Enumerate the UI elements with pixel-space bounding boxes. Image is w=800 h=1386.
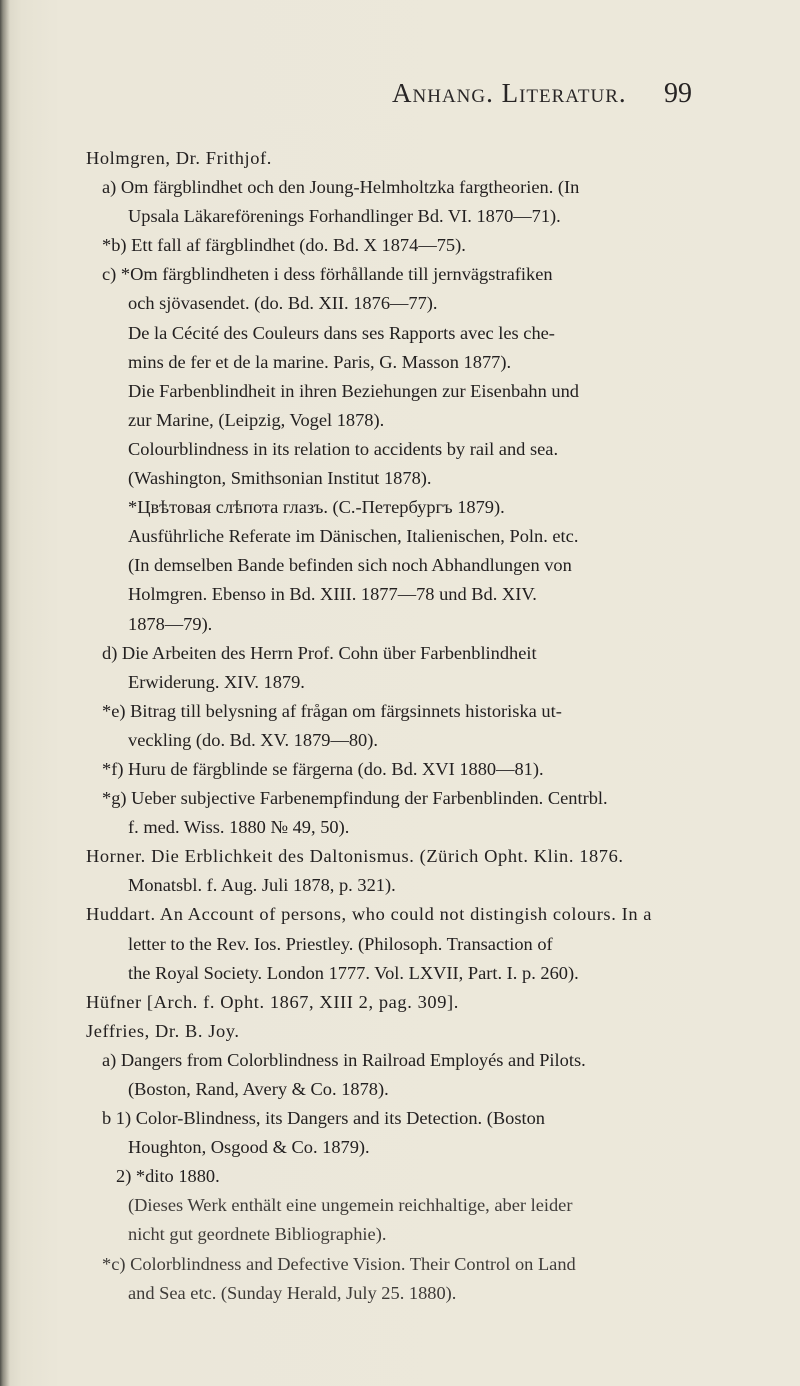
jeffries-item-c-cont: and Sea etc. (Sunday Herald, July 25. 1880). — [128, 1282, 457, 1303]
entry-huddart: Huddart. An Account of persons, who could not distingish colours. In a — [86, 904, 653, 925]
entry-huefner: Hüfner [Arch. f. Opht. 1867, XIII 2, pag. 309]. — [86, 991, 459, 1012]
jeffries-note: (Dieses Werk enthält eine ungemein reichhaltige, aber leider — [128, 1195, 573, 1216]
jeffries-item-a-cont: (Boston, Rand, Avery & Co. 1878). — [128, 1079, 389, 1099]
jeffries-note-cont: nicht gut geordnete Bibliographie). — [128, 1224, 387, 1245]
holmgren-item-colourblindness: Colourblindness in its relation to accidents by rail and sea. — [128, 438, 559, 459]
bibliography-text — [0, 144, 800, 1308]
entry-horner-cont: Monatsbl. f. Aug. Juli 1878, p. 321). — [128, 875, 396, 896]
entry-jeffries-heading: Jeffries, Dr. B. Joy. — [86, 1020, 240, 1041]
holmgren-item-referate-cont-3: 1878—79). — [128, 613, 213, 634]
holmgren-item-referate-cont-2: Holmgren. Ebenso in Bd. XIII. 1877—78 und Bd. XIV. — [128, 584, 537, 605]
holmgren-item-a: a) Om färgblindhet och den Joung-Helmholtzka fargtheorien. (In — [102, 177, 580, 198]
entry-holmgren-heading: Holmgren, Dr. Frithjof. — [86, 148, 272, 168]
jeffries-item-b2: 2) *dito 1880. — [116, 1166, 220, 1187]
holmgren-item-referate: Ausführliche Referate im Dänischen, Italienischen, Poln. etc. — [128, 526, 579, 547]
holmgren-item-c: c) *Om färgblindheten i dess förhållande till jernvägstrafiken — [102, 264, 553, 285]
entry-huddart-cont-2: the Royal Society. London 1777. Vol. LXVII, Part. I. p. 260). — [128, 962, 579, 983]
page-number: 99 — [664, 78, 692, 109]
jeffries-item-c: *c) Colorblindness and Defective Vision. Their Control on Land — [102, 1253, 576, 1274]
holmgren-item-referate-cont-1: (In demselben Bande befinden sich noch Abhandlungen von — [128, 555, 572, 576]
jeffries-item-a: a) Dangers from Colorblindness in Railroad Employés and Pilots. — [102, 1049, 586, 1070]
holmgren-item-f: *f) Huru de färgblinde se färgerna (do. Bd. XVI 1880—81). — [102, 758, 544, 779]
holmgren-item-g: *g) Ueber subjective Farbenempfindung der Farbenblinden. Centrbl. — [102, 788, 608, 809]
holmgren-item-e: *e) Bitrag till belysning af frågan om färgsinnets historiska ut- — [102, 700, 562, 721]
holmgren-item-a-cont: Upsala Läkareförenings Forhandlinger Bd. VI. 1870—71). — [128, 206, 561, 227]
running-title: Anhang. Literatur. — [392, 78, 627, 108]
holmgren-item-cecite: De la Cécité des Couleurs dans ses Rapports avec les che- — [128, 322, 555, 343]
holmgren-item-cecite-cont: mins de fer et de la marine. Paris, G. Masson 1877). — [128, 351, 512, 372]
holmgren-item-farbenblindheit: Die Farbenblindheit in ihren Beziehungen zur Eisenbahn und — [128, 380, 579, 401]
holmgren-item-b: *b) Ett fall af färgblindhet (do. Bd. X 1874—75). — [102, 235, 466, 256]
holmgren-item-g-cont: f. med. Wiss. 1880 № 49, 50). — [128, 817, 350, 838]
holmgren-item-d: d) Die Arbeiten des Herrn Prof. Cohn über Farbenblindheit — [102, 642, 537, 663]
holmgren-item-farbenblindheit-cont: zur Marine, (Leipzig, Vogel 1878). — [128, 409, 385, 430]
entry-horner: Horner. Die Erblichkeit des Daltonismus. (Zürich Opht. Klin. 1876. — [86, 846, 624, 867]
holmgren-item-c-cont: och sjövasendet. (do. Bd. XII. 1876—77). — [128, 293, 438, 314]
jeffries-item-b1-cont: Houghton, Osgood & Co. 1879). — [128, 1137, 370, 1158]
holmgren-item-russian: *Цвѣтовая слѣпота глазъ. (С.-Петербургъ 1879). — [128, 497, 505, 518]
holmgren-item-e-cont: veckling (do. Bd. XV. 1879—80). — [128, 729, 378, 750]
entry-huddart-cont-1: letter to the Rev. Ios. Priestley. (Philosoph. Transaction of — [128, 933, 553, 954]
holmgren-item-colourblindness-cont: (Washington, Smithsonian Institut 1878). — [128, 468, 432, 489]
jeffries-item-b1: b 1) Color-Blindness, its Dangers and its Detection. (Boston — [102, 1108, 546, 1129]
page-header — [0, 78, 800, 118]
holmgren-item-d-cont: Erwiderung. XIV. 1879. — [128, 671, 305, 692]
